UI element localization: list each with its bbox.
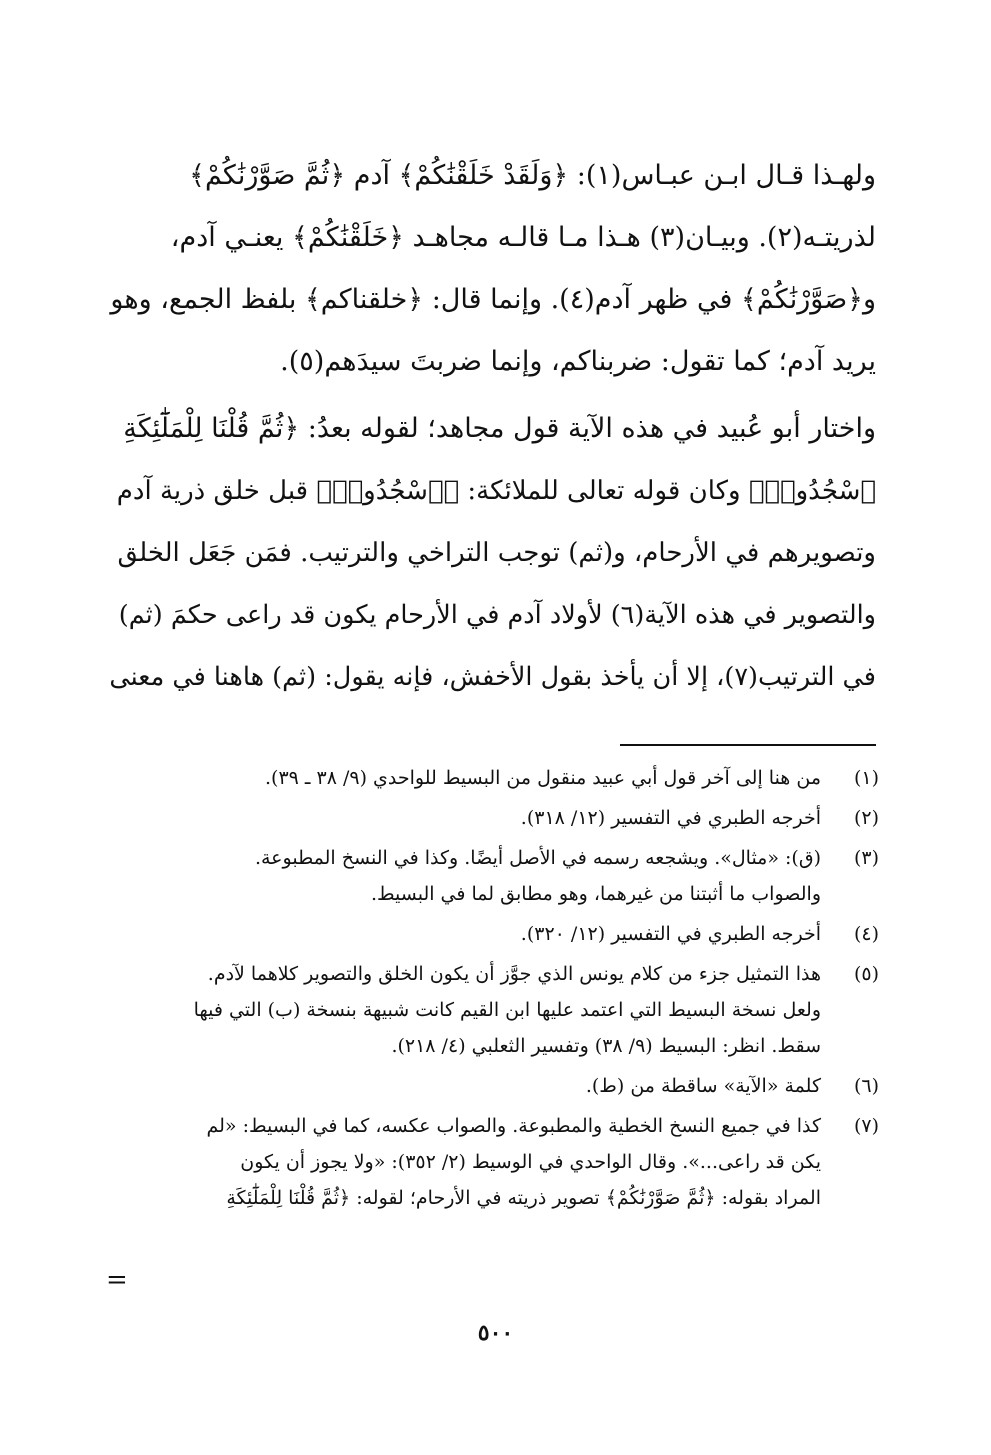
footnote-line: ولعل نسخة البسيط التي اعتمد عليها ابن القيم كانت شبيهة بنسخة (ب) التي فيها: [193, 999, 821, 1021]
footnote: [103, 840, 879, 912]
text-line: ولهـذا قـال ابـن عبـاس(١): ﴿وَلَقَدْ خَلَقْنَٰكُمْ﴾ آدم ﴿ثُمَّ صَوَّرْنَٰكُمْ﴾: [189, 160, 876, 191]
text-line: لذريتـه(٢). وبيـان(٣) هـذا مـا قالـه مجاهـد ﴿خَلَقْنَٰكُمْ﴾ يعنـي آدم،: [170, 222, 876, 253]
footnote-line: كلمة «الآية» ساقطة من (ط).: [585, 1075, 821, 1097]
text-line: واختار أبو عُبيد في هذه الآية قول مجاهد؛ لقوله بعدُ: ﴿ثُمَّ قُلْنَا لِلْمَلَٰٓئِكَةِ: [123, 413, 876, 444]
footnote-line: يكن قد راعى...». وقال الواحدي في الوسيط (٢/ ٣٥٢): «ولا يجوز أن يكون: [240, 1151, 821, 1173]
footnote: [103, 760, 879, 796]
text-line: وتصويرهم في الأرحام، و(ثم) توجب التراخي والترتيب. فمَن جَعَل الخلق: [117, 538, 876, 568]
paragraph: [106, 145, 876, 393]
footnote: [103, 1108, 879, 1216]
footnote-line: من هنا إلى آخر قول أبي عبيد منقول من البسيط للواحدي (٩/ ٣٨ ـ ٣٩).: [264, 767, 821, 789]
footnote-number: (٥): [853, 963, 879, 985]
page-number: ٥٠٠: [477, 1320, 514, 1346]
footnote-line: كذا في جميع النسخ الخطية والمطبوعة. والصواب عكسه، كما في البسيط: «لم: [206, 1115, 821, 1137]
footnote-number: (٣): [853, 847, 879, 869]
footnote-number: (١): [853, 767, 879, 789]
footnote-number: (٤): [853, 923, 879, 945]
footnote: [103, 800, 879, 836]
footnote-line: سقط. انظر: البسيط (٩/ ٣٨) وتفسير الثعلبي (٤/ ٢١٨).: [391, 1035, 821, 1057]
text-line: ٱسْجُدُوا۟﴾ وكان قوله تعالى للملائكة: ﴿ٱسْجُدُوا۟﴾ قبل خلق ذرية آدم: [116, 476, 876, 506]
footnote-line: أخرجه الطبري في التفسير (١٢/ ٣١٨).: [520, 807, 821, 829]
footnote-separator: [620, 744, 876, 746]
footnote: [103, 916, 879, 952]
footnote: [103, 956, 879, 1064]
footnote-line: هذا التمثيل جزء من كلام يونس الذي جوَّز أن يكون الخلق والتصوير كلاهما لآدم.: [207, 963, 821, 985]
continuation-mark: =: [106, 1265, 128, 1295]
footnote-line: أخرجه الطبري في التفسير (١٢/ ٣٢٠).: [520, 923, 821, 945]
text-line: يريد آدم؛ كما تقول: ضربناكم، وإنما ضربتَ سيدَهم(٥).: [280, 346, 876, 377]
footnote-line: (ق): «مثال». ويشجعه رسمه في الأصل أيضًا. وكذا في النسخ المطبوعة.: [254, 847, 821, 869]
main-text: [106, 145, 876, 708]
footnote-number: (٢): [853, 807, 879, 829]
paragraph: [106, 398, 876, 708]
footnote-line: المراد بقوله: ﴿ثُمَّ صَوَّرْنَٰكُمْ﴾ تصوير ذريته في الأرحام؛ لقوله: ﴿ثُمَّ قُلْنَا لِلْمَلَٰٓئِكَةِ: [226, 1187, 821, 1209]
text-line: والتصوير في هذه الآية(٦) لأولاد آدم في الأرحام يكون قد راعى حكمَ (ثم): [118, 600, 876, 630]
text-line: في الترتيب(٧)، إلا أن يأخذ بقول الأخفش، فإنه يقول: (ثم) هاهنا في معنى: [109, 662, 876, 692]
footnotes: [103, 760, 879, 1220]
text-line: و﴿صَوَّرْنَٰكُمْ﴾ في ظهر آدم(٤). وإنما قال: ﴿خلقناكم﴾ بلفظ الجمع، وهو: [110, 284, 876, 315]
footnote-line: والصواب ما أثبتنا من غيرهما، وهو مطابق لما في البسيط.: [370, 883, 821, 905]
footnote-number: (٦): [853, 1075, 879, 1097]
footnote-number: (٧): [853, 1115, 879, 1137]
footnote: [103, 1068, 879, 1104]
